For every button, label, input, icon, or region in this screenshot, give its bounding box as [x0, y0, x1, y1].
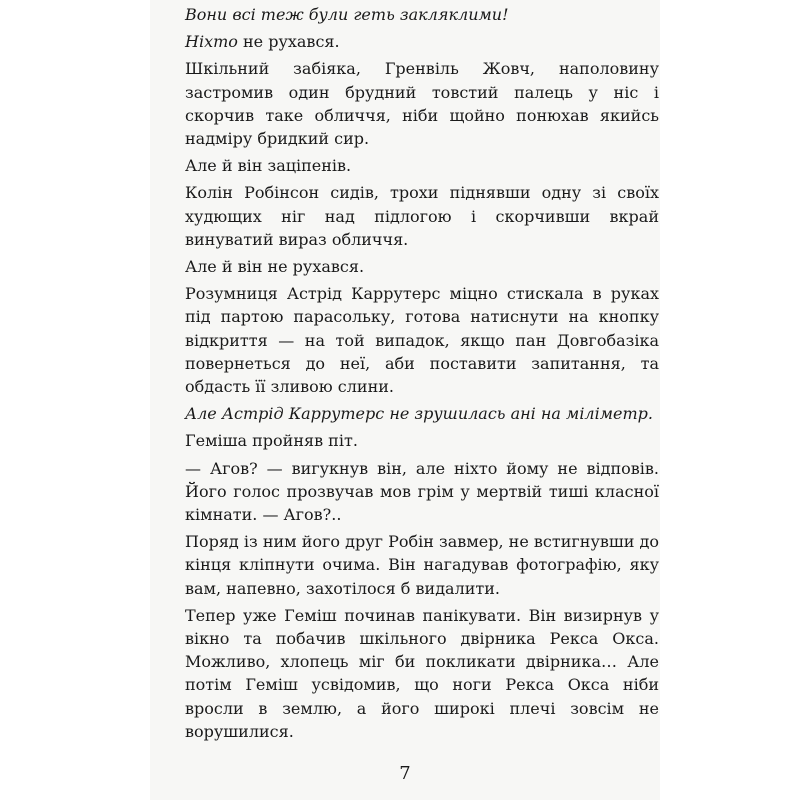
text-run: Шкільний забіяка, Гренвіль Жовч, наполовину застромив один брудний товстий палець у ніс і скорчив таке обличчя, ніби щойно понюхав якийсь надміру бридкий сир.	[185, 59, 659, 149]
page-number: 7	[399, 763, 411, 784]
paragraph	[185, 530, 659, 600]
text-run: Тепер уже Геміш починав панікувати. Він визирнув у вікно та побачив шкільного двірника Рекса Окса. Можливо, хлопець міг би покликати двірника… Але потім Геміш усвідомив, що ноги Рекса Окса ніби вросли в землю, а його широкі плечі зовсім не ворушилися.	[185, 605, 659, 741]
text-run: Розумниця Астрід Каррутерс міцно стискала в руках під партою парасольку, готова натиснути на кнопку відкриття — на той випадок, якщо пан Довгобазіка повернеться до неї, аби поставити запитання, та обдасть її зливою слини.	[185, 284, 659, 397]
text-run: Колін Робінсон сидів, трохи піднявши одну зі своїх худющих ніг над підлогою і скорчивши вкрай винуватий вираз обличчя.	[185, 183, 659, 249]
paragraph	[185, 429, 659, 452]
text-run: Поряд із ним його друг Робін завмер, не встигнувши до кінця кліпнути очима. Він нагадував фотографію, яку вам, напевно, захотілося б видалити.	[185, 532, 659, 598]
paragraph	[185, 282, 659, 398]
paragraph	[185, 181, 659, 251]
italic-text: Вони	[185, 5, 228, 24]
text-run: — Агов? — вигукнув він, але ніхто йому не відповів. Його голос прозвучав мов грім у мертвій тиші класної кімнати. — Агов?..	[185, 458, 659, 525]
book-page	[150, 0, 660, 800]
paragraph	[185, 154, 659, 177]
text-run: Але й він не рухався.	[185, 257, 365, 277]
text-run: не рухався.	[237, 32, 340, 52]
italic-text: Ніхто	[185, 32, 238, 52]
paragraph	[185, 402, 659, 425]
paragraph	[185, 604, 659, 743]
paragraph	[185, 57, 659, 150]
body-text	[185, 3, 659, 747]
paragraph	[185, 255, 659, 278]
text-run: Геміша пройняв піт.	[185, 431, 358, 451]
italic-text: всі теж були геть закляклими!	[227, 5, 509, 24]
paragraph	[185, 457, 659, 527]
paragraph	[185, 30, 659, 53]
text-run: Але й він заціпенів.	[185, 156, 352, 176]
paragraph	[185, 3, 659, 26]
italic-text: Але Астрід Каррутерс не зрушилась ані на міліметр.	[185, 404, 653, 424]
